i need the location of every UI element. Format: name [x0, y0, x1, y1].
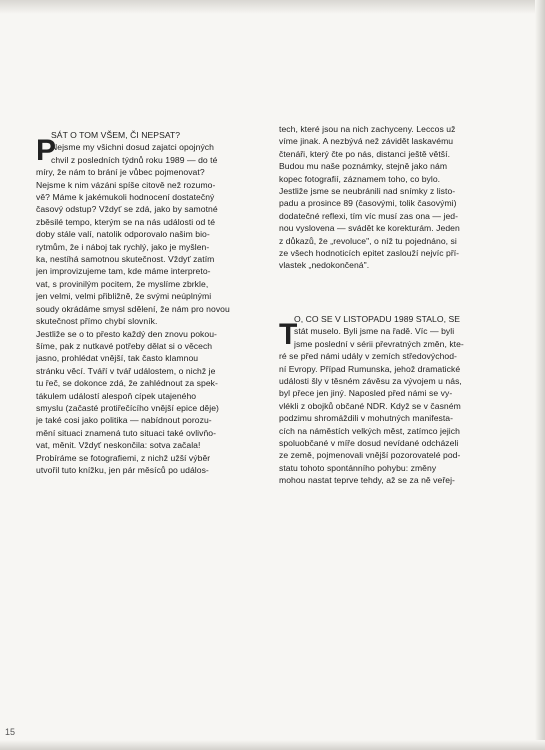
- text-line: Jestliže se o to přesto každý den znovu pokou-: [36, 328, 217, 339]
- text-line: jen velmi, velmi přibližně, že svými neúplnými: [36, 291, 212, 302]
- text-line: ze všech hodnoticích epitet zaslouží nejvíc pří-: [279, 248, 460, 259]
- right-dropcap-block: [279, 313, 494, 350]
- left-dropcap-lines: [51, 129, 248, 166]
- text-line: ze země, pojmenovali vnější pozorovatelé pod-: [279, 450, 461, 461]
- right-dropcap-lines: [294, 313, 494, 350]
- text-line: tu řeč, se dokonce zdá, že zahlédnout za spek-: [36, 378, 218, 389]
- section-heading: O, CO SE V LISTOPADU 1989 STALO, SE: [294, 314, 461, 324]
- page-edge-shadow-right: [535, 0, 545, 750]
- text-line: tákulem událostí alespoň cípek utajeného: [36, 390, 197, 401]
- section-heading: SÁT O TOM VŠEM, ČI NEPSAT?: [51, 130, 181, 140]
- text-line: mění situaci znamená tuto situaci také ovlivňo-: [36, 427, 217, 438]
- text-line: vlékli z obojků občané NDR. Když se v časném: [279, 400, 461, 411]
- page-number: 15: [5, 727, 16, 737]
- text-line: rytmům, že i náboj tak rychlý, jako je myšlen-: [36, 241, 210, 252]
- text-line: míry, že nám to brání je vůbec pojmenovat?: [36, 167, 205, 178]
- left-dropcap-block: [36, 129, 248, 166]
- text-line: víme jinak. A nezbývá než závidět laskavému: [279, 136, 454, 147]
- text-line: padu a prosince 89 (časovými, tolik časovými): [279, 198, 457, 209]
- text-line: ka, nestíhá samotnou skutečnost. Vždyť zatím: [36, 254, 215, 265]
- text-line: Probíráme se fotografiemi, z nichž užší výběr: [36, 452, 211, 463]
- page-edge-shadow-top: [0, 0, 545, 14]
- page-edge-shadow-bottom: [0, 740, 545, 750]
- text-line: události šly v těsném závěsu za vývojem u nás,: [279, 376, 462, 387]
- text-line: vat, s provinilým pocitem, že myslíme zbrkle,: [36, 278, 209, 289]
- text-line: ní Evropy. Případ Rumunska, jehož dramatické: [279, 363, 461, 374]
- right-column-section: [279, 313, 494, 487]
- text-line: chvil z posledních týdnů roku 1989 — do té: [51, 154, 218, 165]
- text-line: vě? Máme k jakémukoli hodnocení dostatečný: [36, 192, 215, 203]
- text-line: utvořil tuto knížku, jen pár měsíců po událos-: [36, 464, 209, 475]
- text-line: zběsilé tempo, kterým se na nás události od té: [36, 216, 216, 227]
- text-line: Budou mu naše poznámky, stejně jako nám: [279, 161, 448, 172]
- text-line: podzimu shromáždili v mohutných manifesta-: [279, 413, 454, 424]
- text-line: smyslu (začasté protiřečícího vnější epice děje): [36, 402, 219, 413]
- text-line: spoluobčané v míře dosud nevídané odcházeli: [279, 438, 459, 449]
- text-line: časový odstup? Vždyť se zdá, jako by samotné: [36, 204, 218, 215]
- text-line: byl přece jen jiný. Naposled před námi se vy-: [279, 388, 453, 399]
- text-line: stát muselo. Byli jsme na řadě. Víc — byli: [294, 326, 455, 337]
- text-line: skutečnost přímo chybí slovník.: [36, 316, 158, 327]
- text-line: jsme poslední v sérii převratných změn, kte-: [294, 338, 464, 349]
- text-line: šíme, pak z nutkavé potřeby dělat si o věcech: [36, 340, 213, 351]
- text-line: je také cosi jako politika — nabídnout porozu-: [36, 415, 212, 426]
- text-line: čtenáři, který čte po nás, distanci ještě větší.: [279, 148, 451, 159]
- right-column-continuation: [279, 123, 494, 272]
- left-column: [36, 129, 248, 476]
- text-line: nou vyslovena — svádět ke korekturám. Jeden: [279, 223, 460, 234]
- text-line: vat, měnit. Vždyť neskončila: sotva začala!: [36, 440, 201, 451]
- text-line: z důkazů, že „revoluce", o níž tu pojednáno, si: [279, 235, 457, 246]
- text-line: jasno, prohlédat vnější, tak často klamnou: [36, 353, 199, 364]
- text-line: jen improvizujeme tam, kde máme interpreto-: [36, 266, 211, 277]
- text-line: vlastek „nedokončená".: [279, 260, 370, 271]
- text-line: Nejsme my všichni dosud zajatci opojných: [51, 142, 214, 153]
- text-line: mohou nastat teprve tehdy, až se za ně veřej-: [279, 475, 455, 486]
- text-line: Nejsme k nim vázáni spíše citově než rozumo-: [36, 179, 216, 190]
- text-line: ré se před námi udály v zemích středovýchod-: [279, 351, 457, 362]
- text-line: doby stále valí, natolik odporovalo našim bio-: [36, 229, 210, 240]
- text-line: tech, které jsou na nich zachyceny. Leccos už: [279, 124, 456, 134]
- drop-cap-letter: P: [36, 134, 57, 167]
- text-line: stránku věcí. Tváří v tvář událostem, o nichž je: [36, 365, 216, 376]
- text-line: Jestliže jsme se neubránili nad snímky z listo-: [279, 186, 456, 197]
- text-line: soudy okrádáme smysl sdělení, že nám pro novou: [36, 303, 230, 314]
- text-line: cích na náměstích velkých měst, zatímco jejich: [279, 425, 460, 436]
- text-line: dodatečné reflexi, tím víc musí zas ona — jed-: [279, 210, 459, 221]
- text-line: kopec fotografií, záznamem toho, co bylo.: [279, 173, 441, 184]
- text-line: statu tohoto spontánního pohybu: změny: [279, 462, 437, 473]
- drop-cap-letter: T: [279, 318, 298, 351]
